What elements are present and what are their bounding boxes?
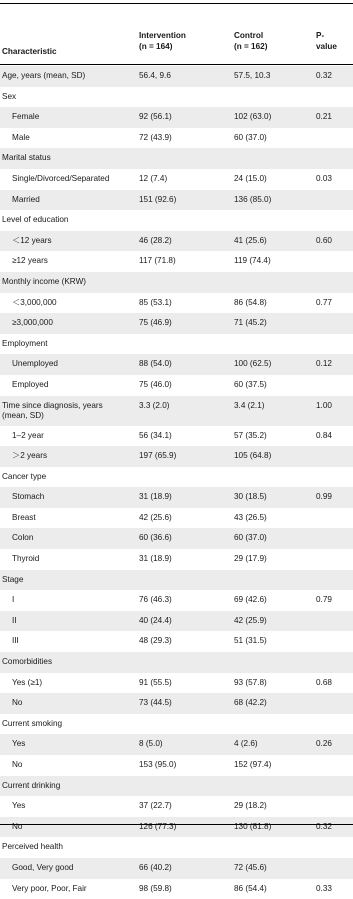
header-intervention-title: Intervention <box>139 31 186 40</box>
table-row <box>0 652 353 673</box>
control-value: 57 (35.2) <box>234 430 267 440</box>
control-value: 3.4 (2.1) <box>234 400 265 410</box>
intervention-value: 153 (95.0) <box>139 760 177 769</box>
table-row <box>0 776 353 797</box>
table-row <box>0 334 353 355</box>
intervention-value: 151 (92.6) <box>139 194 177 204</box>
intervention-value: 3.3 (2.0) <box>139 400 170 410</box>
intervention-value: 48 (29.3) <box>139 636 172 646</box>
row-label-text: ＞2 years <box>12 451 48 461</box>
row-label-text: Comorbidities <box>2 657 53 667</box>
row-label <box>12 554 39 564</box>
p-value: 0.68 <box>316 677 332 687</box>
table-row <box>0 313 353 334</box>
table-row <box>0 631 353 652</box>
row-label-text: Female <box>12 112 40 122</box>
row-label <box>2 575 23 585</box>
control-value: 71 (45.2) <box>234 318 267 328</box>
p-value: 0.60 <box>316 235 332 245</box>
row-label-text: Married <box>12 194 40 204</box>
table-row <box>0 210 353 231</box>
row-label <box>12 256 48 266</box>
control-value: 30 (18.5) <box>234 492 267 502</box>
table-row <box>0 508 353 529</box>
table-row <box>0 396 353 426</box>
p-value: 0.26 <box>316 739 332 749</box>
bottom-rule <box>0 824 353 825</box>
header-pvalue-line2: value <box>316 41 337 51</box>
row-label <box>12 533 33 543</box>
header-control-title: Control <box>234 31 264 40</box>
table-row <box>0 673 353 694</box>
row-label-text: Unemployed <box>12 359 58 369</box>
p-value: 0.32 <box>316 821 332 831</box>
control-value: 119 (74.4) <box>234 256 271 266</box>
intervention-value: 98 (59.8) <box>139 883 172 893</box>
table-row <box>0 66 353 87</box>
row-label <box>12 698 22 708</box>
row-label-text: III <box>12 636 19 646</box>
row-label <box>12 431 44 441</box>
header-characteristic: Characteristic <box>2 47 57 56</box>
control-value: 93 (57.8) <box>234 677 267 687</box>
row-label-text: Sex <box>2 91 17 101</box>
top-rule <box>0 3 353 4</box>
row-label <box>2 657 52 667</box>
row-label <box>12 133 30 143</box>
control-value: 4 (2.6) <box>234 739 258 749</box>
row-label <box>12 174 109 184</box>
row-label-text: Yes <box>12 739 26 749</box>
row-label-text: Marital status <box>2 153 51 163</box>
header-intervention-n: (n = 164) <box>139 41 173 51</box>
p-value: 0.79 <box>316 595 332 605</box>
intervention-value: 60 (36.6) <box>139 533 172 543</box>
control-value: 136 (85.0) <box>234 194 272 204</box>
row-label-text: Current smoking <box>2 718 63 728</box>
row-label <box>12 616 17 626</box>
table-row <box>0 549 353 570</box>
row-label <box>2 781 60 791</box>
row-label <box>2 719 62 729</box>
intervention-value: 31 (18.9) <box>139 554 172 564</box>
table-row <box>0 817 353 838</box>
control-value: 130 (81.8) <box>234 821 272 831</box>
row-label-text: Yes <box>12 801 26 811</box>
control-value: 102 (63.0) <box>234 112 272 122</box>
row-label-text: Employment <box>2 338 48 348</box>
control-value: 29 (17.9) <box>234 554 267 564</box>
p-value: 0.32 <box>316 71 332 80</box>
row-label-text: Current drinking <box>2 780 61 790</box>
table-row <box>0 231 353 252</box>
row-label <box>2 277 86 287</box>
table-row <box>0 272 353 293</box>
row-label <box>12 236 52 246</box>
table-header <box>0 20 353 65</box>
intervention-value: 117 (71.8) <box>139 256 176 266</box>
table-row <box>0 590 353 611</box>
control-value: 42 (25.9) <box>234 615 267 625</box>
intervention-value: 31 (18.9) <box>139 492 172 502</box>
control-value: 60 (37.0) <box>234 533 267 543</box>
table-row <box>0 487 353 508</box>
row-label-text: Single/Divorced/Separated <box>12 173 110 183</box>
row-label <box>12 112 39 122</box>
row-label <box>12 739 25 749</box>
table-row <box>0 107 353 128</box>
p-value: 0.99 <box>316 492 332 502</box>
control-value: 100 (62.5) <box>234 359 272 369</box>
row-label-text: Breast <box>12 512 36 522</box>
table-row <box>0 446 353 467</box>
row-label <box>2 472 46 482</box>
control-value: 60 (37.5) <box>234 379 267 389</box>
intervention-value: 85 (53.1) <box>139 297 172 307</box>
p-value: 0.33 <box>316 883 332 893</box>
row-label <box>12 678 42 688</box>
intervention-value: 126 (77.3) <box>139 821 177 831</box>
control-value: 51 (31.5) <box>234 636 267 646</box>
row-label <box>2 153 51 163</box>
p-value: 0.77 <box>316 297 332 307</box>
header-control-n: (n = 162) <box>234 41 268 51</box>
table-row <box>0 734 353 755</box>
intervention-value: 73 (44.5) <box>139 698 172 708</box>
intervention-value: 91 (55.5) <box>139 677 172 687</box>
row-label-text: Age, years (mean, SD) <box>2 71 86 80</box>
row-label <box>2 92 16 102</box>
table-body <box>0 66 353 899</box>
row-label-text: ＜12 years <box>12 235 52 245</box>
p-value: 0.21 <box>316 112 332 122</box>
row-label-text: I <box>12 595 15 605</box>
row-label-text: Cancer type <box>2 471 47 481</box>
table-row <box>0 858 353 879</box>
table-row <box>0 693 353 714</box>
row-label-text: ≥12 years <box>12 256 48 266</box>
row-label-text: Yes (≥1) <box>12 677 43 687</box>
intervention-value: 75 (46.0) <box>139 379 172 389</box>
intervention-value: 76 (46.3) <box>139 595 172 605</box>
intervention-value: 40 (24.4) <box>139 615 172 625</box>
row-label-text: Stage <box>2 574 24 584</box>
intervention-value: 12 (7.4) <box>139 173 168 183</box>
row-label-text: Stomach <box>12 492 45 502</box>
row-label <box>12 863 73 873</box>
row-label <box>12 884 87 894</box>
table-row <box>0 426 353 447</box>
table-row <box>0 467 353 488</box>
table-row <box>0 190 353 211</box>
intervention-value: 56.4, 9.6 <box>139 71 171 80</box>
intervention-value: 8 (5.0) <box>139 739 163 749</box>
control-value: 86 (54.8) <box>234 297 267 307</box>
header-intervention <box>139 31 186 52</box>
control-value: 68 (42.2) <box>234 698 267 708</box>
row-label <box>12 636 19 646</box>
row-label-text: No <box>12 760 23 769</box>
table-row <box>0 375 353 396</box>
row-label <box>2 401 103 421</box>
intervention-value: 66 (40.2) <box>139 862 172 872</box>
row-label <box>2 339 48 349</box>
control-value: 60 (37.0) <box>234 132 267 142</box>
row-label <box>12 595 14 605</box>
header-control <box>234 31 267 52</box>
table-row <box>0 354 353 375</box>
header-pvalue-line1: P- <box>316 31 325 40</box>
row-label <box>12 801 25 811</box>
p-value: 0.84 <box>316 430 332 440</box>
control-value: 43 (26.5) <box>234 512 267 522</box>
p-value: 1.00 <box>316 400 332 410</box>
intervention-value: 197 (65.9) <box>139 451 177 461</box>
control-value: 69 (42.6) <box>234 595 267 605</box>
control-value: 29 (18.2) <box>234 801 267 811</box>
table-row <box>0 570 353 591</box>
table-row <box>0 796 353 817</box>
intervention-value: 46 (28.2) <box>139 235 172 245</box>
table-row <box>0 879 353 899</box>
row-label-text: Colon <box>12 533 34 543</box>
row-label <box>12 451 47 461</box>
row-label <box>12 298 57 308</box>
header-pvalue <box>316 31 337 52</box>
row-label-text: Monthly income (KRW) <box>2 276 87 286</box>
row-label <box>12 195 40 205</box>
p-value: 0.12 <box>316 359 332 369</box>
table-row <box>0 837 353 858</box>
table-row <box>0 611 353 632</box>
row-label-text: Thyroid <box>12 554 40 564</box>
row-label-text: Employed <box>12 379 49 389</box>
table-row <box>0 169 353 190</box>
table-row <box>0 251 353 272</box>
control-value: 57.5, 10.3 <box>234 71 271 80</box>
row-label-text-2: (mean, SD) <box>2 410 44 420</box>
row-label <box>12 492 44 502</box>
row-label <box>12 760 22 770</box>
row-label <box>2 842 63 852</box>
row-label-text: 1–2 year <box>12 430 44 440</box>
intervention-value: 88 (54.0) <box>139 359 172 369</box>
control-value: 41 (25.6) <box>234 235 267 245</box>
row-label <box>12 380 48 390</box>
row-label-text: No <box>12 698 23 708</box>
row-label-text: II <box>12 615 17 625</box>
row-label <box>2 71 85 81</box>
row-label-text: Level of education <box>2 215 69 225</box>
row-label-text: Very poor, Poor, Fair <box>12 883 87 893</box>
row-label-text: No <box>12 821 23 831</box>
control-value: 105 (64.8) <box>234 451 272 461</box>
row-label <box>12 513 36 523</box>
control-value: 24 (15.0) <box>234 173 267 183</box>
table-row <box>0 128 353 149</box>
control-value: 72 (45.6) <box>234 862 267 872</box>
table-row <box>0 87 353 108</box>
row-label-text: ＜3,000,000 <box>12 297 57 307</box>
row-label-text: Perceived health <box>2 842 63 852</box>
table-row <box>0 293 353 314</box>
row-label <box>12 318 53 328</box>
table-row <box>0 148 353 169</box>
p-value: 0.03 <box>316 173 332 183</box>
row-label <box>2 215 68 225</box>
intervention-value: 72 (43.9) <box>139 132 172 142</box>
intervention-value: 37 (22.7) <box>139 801 172 811</box>
control-value: 86 (54.4) <box>234 883 267 893</box>
intervention-value: 42 (25.6) <box>139 512 172 522</box>
control-value: 152 (97.4) <box>234 760 272 769</box>
row-label <box>12 359 58 369</box>
table-row <box>0 714 353 735</box>
intervention-value: 92 (56.1) <box>139 112 172 122</box>
table-row <box>0 528 353 549</box>
row-label-text: Time since diagnosis, years <box>2 400 103 410</box>
intervention-value: 75 (46.9) <box>139 318 172 328</box>
table-row <box>0 755 353 776</box>
row-label-text: ≥3,000,000 <box>12 318 53 328</box>
row-label-text: Good, Very good <box>12 862 74 872</box>
row-label-text: Male <box>12 132 30 142</box>
intervention-value: 56 (34.1) <box>139 430 172 440</box>
